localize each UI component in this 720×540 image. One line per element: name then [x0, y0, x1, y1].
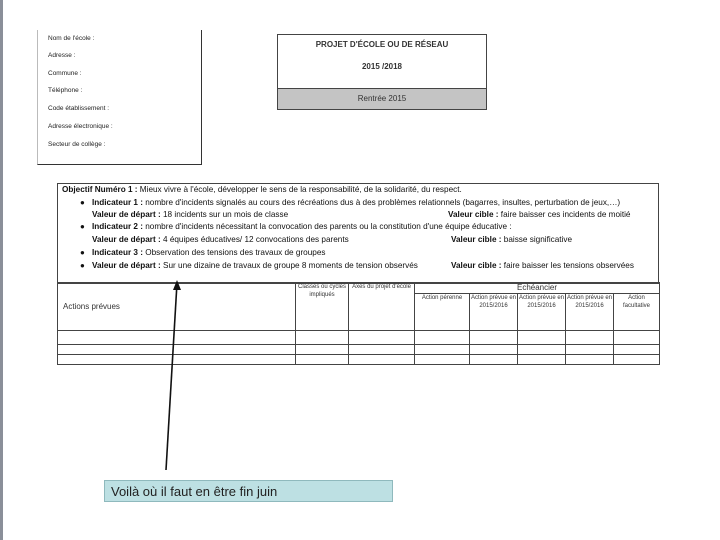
indicator-3-text: Observation des tensions des travaux de groupes [142, 248, 326, 257]
email-label: Adresse électronique : [48, 123, 113, 130]
sub-col-prevue-3: Action prévue en 2015/2016 [566, 294, 614, 331]
cycles-header: Classes ou cycles impliqués [296, 283, 349, 331]
phone-label: Téléphone : [48, 87, 83, 94]
objective-heading-bold: Objectif Numéro 1 : [62, 185, 138, 194]
schedule-header: Echéancier [415, 283, 660, 294]
start-value-2-text: 4 équipes éducatives/ 12 convocations des parents [160, 235, 349, 244]
start-value-2-bold: Valeur de départ : [92, 235, 161, 244]
bullet-icon: ● [80, 222, 85, 231]
objective-heading-text: Mieux vivre à l'école, développer le sens de la responsabilité, de la solidarité, du respect. [137, 185, 462, 194]
start-value-1-text: 18 incidents sur un mois de classe [160, 210, 289, 219]
indicator-2-bold: Indicateur 2 : [92, 222, 143, 231]
bullet-icon: ● [80, 261, 85, 270]
school-year-band: Rentrée 2015 [278, 88, 486, 109]
college-sector-label: Secteur de collège : [48, 141, 106, 148]
indicator-1-bold: Indicateur 1 : [92, 198, 143, 207]
sub-col-prevue-2: Action prévue en 2015/2016 [518, 294, 566, 331]
sub-col-facultative: Action facultative [614, 294, 660, 331]
project-title: PROJET D'ÉCOLE OU DE RÉSEAU [315, 40, 449, 49]
address-label: Adresse : [48, 52, 76, 59]
start-value-1-bold: Valeur de départ : [92, 210, 161, 219]
indicator-2-text: nombre d'incidents nécessitant la convocation des parents ou la constitution d'une équipe éducative : [142, 222, 512, 231]
indicator-3-bold: Indicateur 3 : [92, 248, 143, 257]
target-value-2-text: baisse significative [501, 235, 573, 244]
note-box: Voilà où il faut en être fin juin [104, 480, 393, 502]
target-value-1-text: faire baisser ces incidents de moitié [498, 210, 631, 219]
start-value-3-bold: Valeur de départ : [92, 261, 161, 270]
establishment-code-label: Code établissement : [48, 105, 110, 112]
commune-label: Commune : [48, 70, 82, 77]
target-value-3-text: faire baisser les tensions observées [501, 261, 634, 270]
bullet-icon: ● [80, 248, 85, 257]
bullet-icon: ● [80, 198, 85, 207]
arrow-line [166, 283, 177, 470]
target-value-2-bold: Valeur cible : [451, 235, 502, 244]
project-years: 2015 /2018 [361, 62, 403, 71]
school-name-label: Nom de l'école : [48, 35, 95, 42]
indicator-1-text: nombre d'incidents signalés au cours des récréations dus à des problèmes relationnels (bagarres, insultes, perturbation de jeux,…) [142, 198, 621, 207]
sub-col-perenne: Action pérenne [415, 294, 470, 331]
target-value-3-bold: Valeur cible : [451, 261, 502, 270]
start-value-3-text: Sur une dizaine de travaux de groupe 8 moments de tension observés [160, 261, 418, 270]
axes-header: Axes du projet d'école [349, 283, 415, 331]
target-value-1-bold: Valeur cible : [448, 210, 499, 219]
arrow-head-icon [173, 280, 181, 290]
sub-col-prevue-1: Action prévue en 2015/2016 [470, 294, 518, 331]
actions-header: Actions prévues [58, 283, 296, 331]
